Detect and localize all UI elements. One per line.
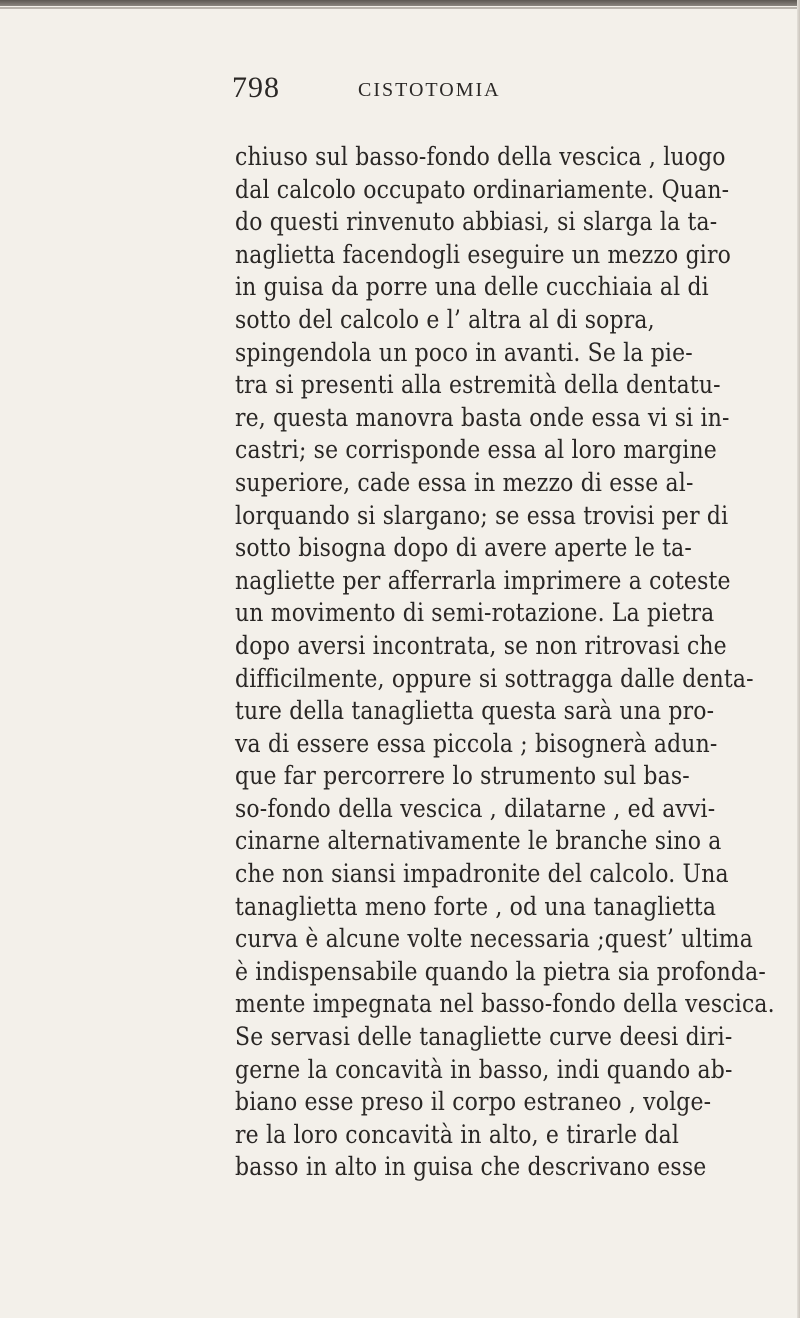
text-line: lorquando si slargano; se essa trovisi per di	[235, 500, 729, 531]
text-line: dopo aversi incontrata, se non ritrovasi che	[235, 630, 727, 661]
text-line: re la loro concavità in alto, e tirarle dal	[235, 1119, 680, 1150]
text-line: tra si presenti alla estremità della dentatu-	[235, 370, 721, 401]
text-line: chiuso sul basso-fondo della vescica , luogo	[235, 142, 726, 172]
text-line: tanaglietta meno forte , od una tanaglietta	[235, 891, 717, 922]
text-line: gerne la concavità in basso, indi quando ab-	[235, 1054, 733, 1085]
text-line: castri; se corrisponde essa al loro margine	[235, 435, 717, 466]
text-line: biano esse preso il corpo estraneo , volge-	[235, 1087, 712, 1118]
text-line: in guisa da porre una delle cucchiaia al di	[235, 272, 709, 303]
text-line: spingendola un poco in avanti. Se la pie-	[235, 337, 693, 368]
text-line: superiore, cade essa in mezzo di esse al-	[235, 467, 694, 498]
text-line: Se servasi delle tanagliette curve deesi diri-	[235, 1022, 733, 1053]
top-border-rule	[0, 0, 800, 6]
text-line: è indispensabile quando la pietra sia profonda-	[235, 956, 766, 987]
text-line: nagliette per afferrarla imprimere a coteste	[235, 565, 731, 596]
text-line: re, questa manovra basta onde essa vi si in-	[235, 402, 730, 433]
text-line: curva è alcune volte necessaria ;quest’ ultima	[235, 924, 753, 955]
running-head: CISTOTOMIA	[358, 79, 501, 101]
page-number: 798	[232, 71, 280, 104]
text-line: sotto bisogna dopo di avere aperte le ta-	[235, 533, 692, 564]
body-text	[235, 141, 800, 1184]
text-line: mente impegnata nel basso-fondo della vescica.	[235, 989, 775, 1020]
text-line: sotto del calcolo e l’ altra al di sopra,	[235, 304, 655, 335]
text-line: va di essere essa piccola ; bisognerà adun-	[235, 728, 718, 759]
text-line: difficilmente, oppure si sottragga dalle denta-	[235, 663, 754, 694]
text-line: do questi rinvenuto abbiasi, si slarga la ta-	[235, 207, 718, 238]
text-line: dal calcolo occupato ordinariamente. Quan-	[235, 174, 730, 205]
text-line: che non siansi impadronite del calcolo. Una	[235, 859, 729, 890]
text-line: ture della tanaglietta questa sarà una pro-	[235, 696, 715, 727]
text-line: naglietta facendogli eseguire un mezzo giro	[235, 239, 731, 270]
text-line: basso in alto in guisa che descrivano esse	[235, 1152, 707, 1183]
text-line: cinarne alternativamente le branche sino a	[235, 826, 722, 857]
text-line: que far percorrere lo strumento sul bas-	[235, 761, 690, 792]
top-border-shadow	[0, 7, 800, 9]
page-header	[0, 70, 800, 110]
text-line: un movimento di semi-rotazione. La pietra	[235, 598, 715, 629]
text-line: so-fondo della vescica , dilatarne , ed avvi-	[235, 793, 716, 824]
